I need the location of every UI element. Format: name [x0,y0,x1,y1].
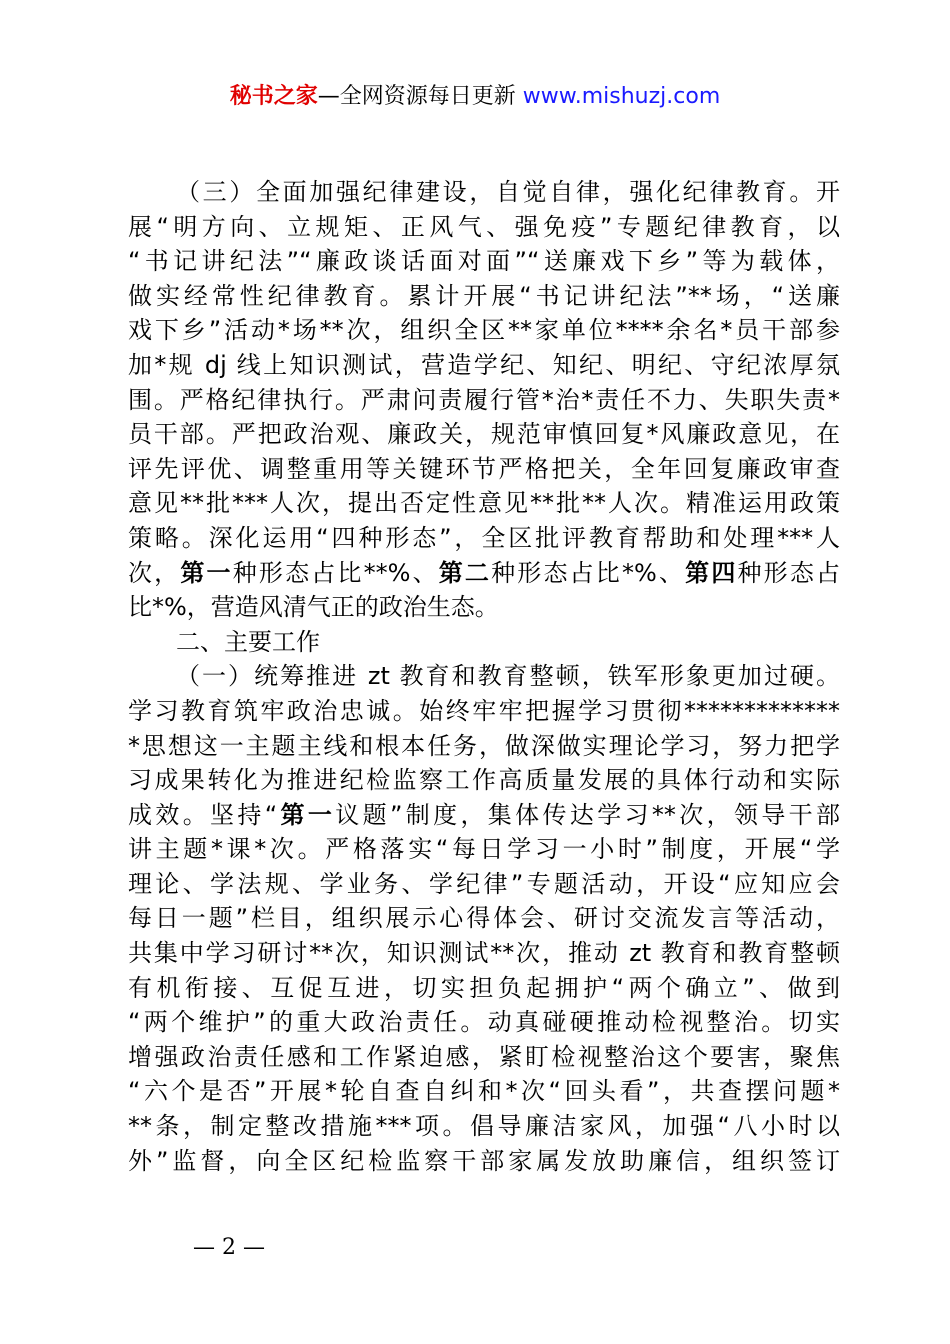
site-brand: 秘书之家 [229,84,318,109]
body-text [128,175,840,1178]
paragraph-line: 围。严格纪律执行。严肃问责履行管*治*责任不力、失职失责* [128,385,840,414]
paragraph-line: （三）全面加强纪律建设，自觉自律，强化纪律教育。开 [176,178,840,206]
bold-text: 第二 [438,558,492,587]
paragraph-line: 展“明方向、立规矩、正风气、强免疫”专题纪律教育，以 [128,212,840,241]
paragraph-line: 有机衔接、互促互进，切实担负起拥护“两个确立”、做到 [128,973,840,1002]
paragraph-line: 比*%，营造风清气正的政治生态。 [128,593,499,622]
paragraph-line: 增强政治责任感和工作紧迫感，紧盯检视整治这个要害，聚焦 [128,1042,840,1071]
paragraph-line: 外”监督，向全区纪检监察干部家属发放助廉信，组织签订 [128,1146,840,1175]
bold-text: 第一 [180,558,233,587]
paragraph-line: 做实经常性纪律教育。累计开展“书记讲纪法”**场，“送廉 [128,281,840,310]
text-run: 种形态占比**%、 [232,558,439,587]
section-heading: 二、主要工作 [176,627,320,656]
site-url-link[interactable]: www.mishuzj.com [522,84,721,109]
site-slogan: —全网资源每日更新 [317,84,516,109]
paragraph-line: 理论、学法规、学业务、学纪律”专题活动，开设“应知应会 [128,869,840,898]
paragraph-line: 员干部。严把政治观、廉政关，规范审慎回复*风廉政意见，在 [128,420,840,449]
paragraph-line: 戏下乡”活动*场**次，组织全区**家单位****余名*员干部参 [128,316,840,345]
paragraph-line: （一）统筹推进 zt 教育和教育整顿，铁军形象更加过硬。 [176,662,840,691]
paragraph-line: 评先评优、调整重用等关键环节严格把关，全年回复廉政审查 [128,454,840,483]
paragraph-line: *思想这一主题主线和根本任务，做深做实理论学习，努力把学 [128,731,840,760]
paragraph-line: 策略。深化运用“四种形态”，全区批评教育帮助和处理***人 [128,523,840,552]
text-run: 议题”制度，集体传达学习**次，领导干部 [335,800,841,829]
paragraph-line: “六个是否”开展*轮自查自纠和*次“回头看”，共查摆问题* [128,1077,840,1106]
site-header [0,80,950,114]
bold-text: 第一 [277,800,336,829]
paragraph-line [128,556,840,591]
paragraph-line: 共集中学习研讨**次，知识测试**次，推动 zt 教育和教育整顿 [128,939,840,968]
page-number: — 2 — [193,1235,265,1260]
paragraph-line [128,798,840,833]
paragraph-line: 加*规 dj 线上知识测试，营造学纪、知纪、明纪、守纪浓厚氛 [128,350,840,379]
text-run: 成效。坚持“ [128,800,278,829]
paragraph-line: **条，制定整改措施***项。倡导廉洁家风，加强“八小时以 [128,1112,840,1141]
text-run: 种形态占 [737,558,841,587]
paragraph-line: 讲主题*课*次。严格落实“每日学习一小时”制度，开展“学 [128,835,840,864]
text-run: 次， [128,558,181,587]
paragraph-line: 习成果转化为推进纪检监察工作高质量发展的具体行动和实际 [128,766,840,795]
bold-text: 第四 [685,558,738,587]
paragraph-line: “两个维护”的重大政治责任。动真碰硬推动检视整治。切实 [128,1008,840,1037]
text-run: 种形态占比*%、 [491,558,686,587]
paragraph-line: 学习教育筑牢政治忠诚。始终牢牢把握学习贯彻************* [128,696,840,725]
paragraph-line: 意见**批***人次，提出否定性意见**批**人次。精准运用政策 [128,489,840,518]
paragraph-line: 每日一题”栏目，组织展示心得体会、研讨交流发言等活动， [128,904,840,933]
paragraph-line: “书记讲纪法”“廉政谈话面对面”“送廉戏下乡”等为载体， [128,247,840,276]
